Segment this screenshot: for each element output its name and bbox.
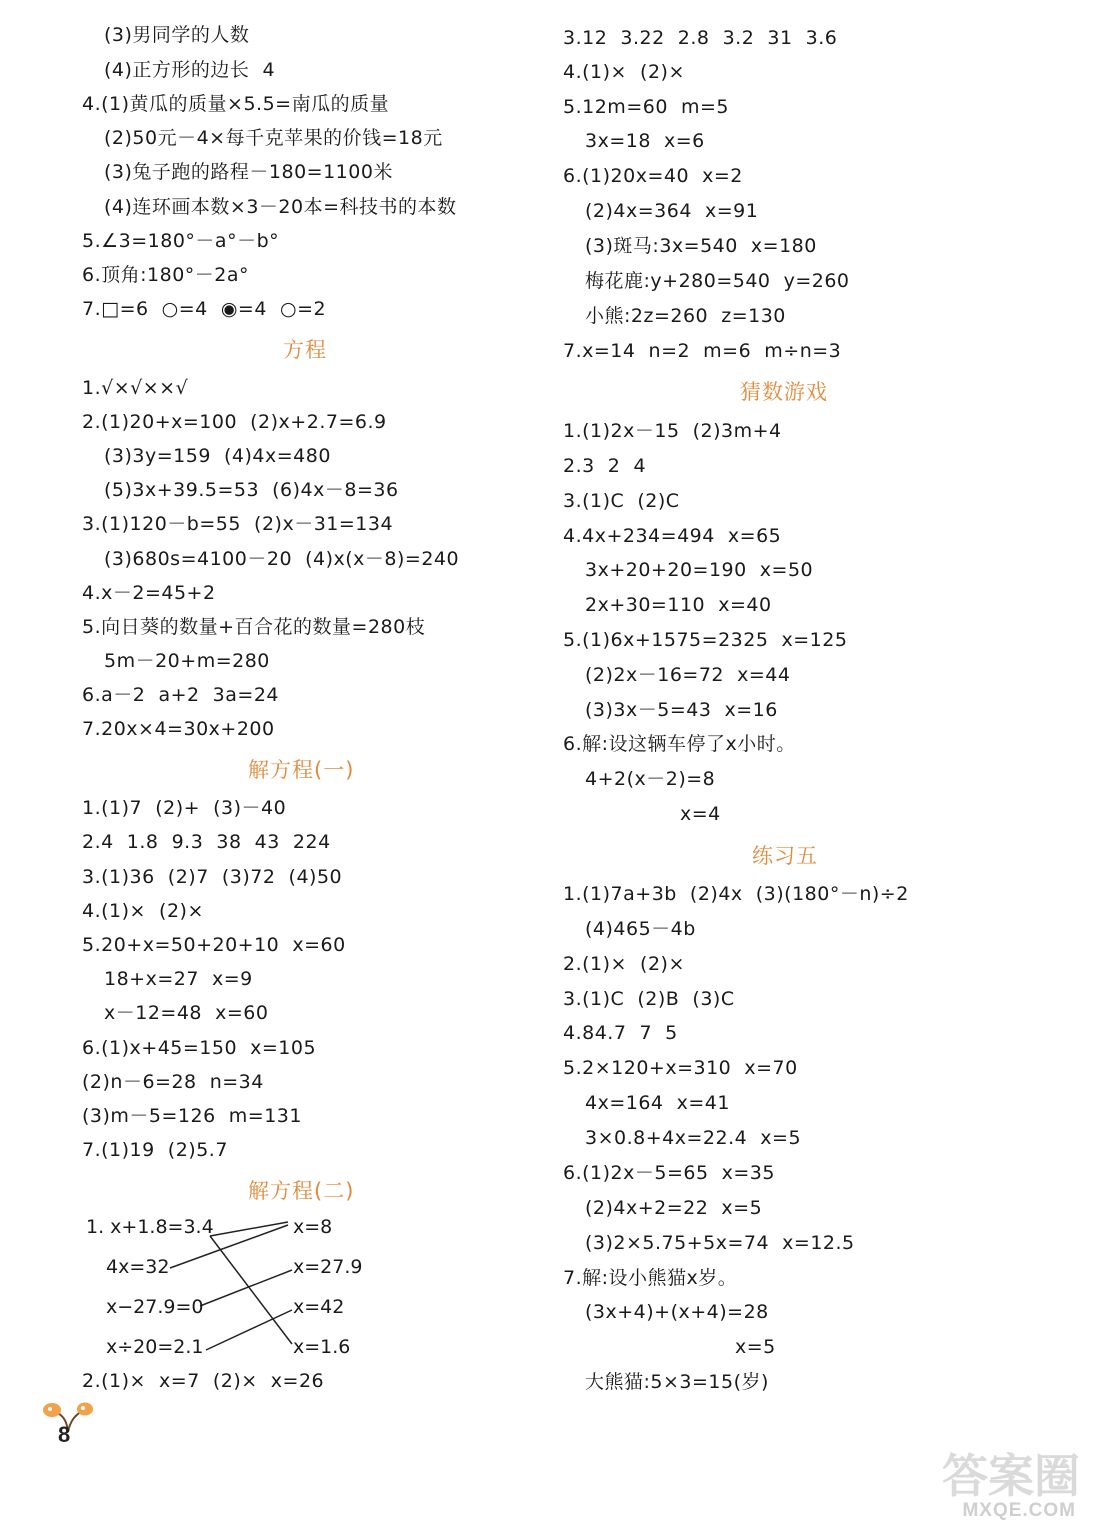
answer-line: (3)m－5=126 m=131 xyxy=(82,1105,302,1127)
answer-line: (3)2×5.75+5x=74 x=12.5 xyxy=(585,1232,855,1254)
answer-line: 6.a－2 a+2 3a=24 xyxy=(82,684,279,706)
answer-line: 4.(1)× (2)× xyxy=(563,61,685,83)
answer-line: (2)4x+2=22 x=5 xyxy=(585,1197,763,1219)
answer-line: 3×0.8+4x=22.4 x=5 xyxy=(585,1127,802,1149)
answer-line: 6.解:设这辆车停了x小时。 xyxy=(563,733,796,755)
answer-line: (2)4x=364 x=91 xyxy=(585,200,759,222)
answer-line: 4.x－2=45+2 xyxy=(82,582,216,604)
watermark-url: MXQE.COM xyxy=(962,1500,1076,1521)
answer-line: 7.x=14 n=2 m=6 m÷n=3 xyxy=(563,340,842,362)
answer-line: 5.20+x=50+20+10 x=60 xyxy=(82,934,346,956)
answer-line: (4)连环画本数×3－20本=科技书的本数 xyxy=(104,196,457,218)
answer-line: (3)3x－5=43 x=16 xyxy=(585,699,778,721)
answer-line: 5.向日葵的数量+百合花的数量=280枝 xyxy=(82,616,426,638)
answer-line: 5m－20+m=280 xyxy=(104,650,270,672)
answer-line: 小熊:2z=260 z=130 xyxy=(585,305,786,327)
answer-line: 7.解:设小熊猫x岁。 xyxy=(563,1267,738,1289)
answer-line: 2.(1)× x=7 (2)× x=26 xyxy=(82,1370,325,1392)
answer-line: (2)2x－16=72 x=44 xyxy=(585,664,791,686)
watermark xyxy=(920,1440,1090,1530)
answer-line: (3x+4)+(x+4)=28 xyxy=(585,1301,769,1323)
answer-line: (2)50元－4×每千克苹果的价钱=18元 xyxy=(104,127,443,149)
answer-line: (3)斑马:3x=540 x=180 xyxy=(585,235,817,257)
answer-line: (3)兔子跑的路程－180=1100米 xyxy=(104,161,393,183)
match-right-item: x=8 xyxy=(293,1216,333,1238)
section-title-fangcheng: 方程 xyxy=(283,338,327,362)
answer-line: 3.(1)36 (2)7 (3)72 (4)50 xyxy=(82,866,343,888)
match-right-item: x=42 xyxy=(293,1296,345,1318)
answer-line: 3.(1)120－b=55 (2)x－31=134 xyxy=(82,513,394,535)
answer-line: 1.√×√××√ xyxy=(82,377,189,399)
answer-line: 2.(1)× (2)× xyxy=(563,953,685,975)
answer-line: 7.20x×4=30x+200 xyxy=(82,718,275,740)
answer-line: (4)465－4b xyxy=(585,918,696,940)
answer-line: 4.(1)黄瓜的质量×5.5=南瓜的质量 xyxy=(82,93,390,115)
answer-line: (3)680s=4100－20 (4)x(x－8)=240 xyxy=(104,548,460,570)
answer-line: 大熊猫:5×3=15(岁) xyxy=(585,1371,769,1393)
watermark-logo-text: 答案圈 xyxy=(942,1449,1080,1503)
answer-line: 3.12 3.22 2.8 3.2 31 3.6 xyxy=(563,27,838,49)
answer-line: 2.3 2 4 xyxy=(563,455,647,477)
answer-line: (4)正方形的边长 4 xyxy=(104,59,276,81)
answer-line: x－12=48 x=60 xyxy=(104,1002,269,1024)
answer-line: 4.84.7 7 5 xyxy=(563,1022,678,1044)
answer-line: (2)n－6=28 n=34 xyxy=(82,1071,264,1093)
answer-line: (3)3y=159 (4)4x=480 xyxy=(104,445,331,467)
section-title-jie2: 解方程(二) xyxy=(248,1179,355,1203)
answer-line: 2x+30=110 x=40 xyxy=(585,594,772,616)
section-title-caishu: 猜数游戏 xyxy=(740,380,828,404)
match-line xyxy=(210,1236,292,1344)
answer-line: 2.(1)20+x=100 (2)x+2.7=6.9 xyxy=(82,411,387,433)
answer-line: 1.(1)7 (2)+ (3)－40 xyxy=(82,797,287,819)
answer-line: 5.(1)6x+1575=2325 x=125 xyxy=(563,629,848,651)
answer-line: 6.(1)2x－5=65 x=35 xyxy=(563,1162,775,1184)
match-right-item: x=27.9 xyxy=(293,1256,363,1278)
answer-line: 7.□=6 ○=4 ◉=4 ○=2 xyxy=(82,298,327,320)
answer-line: 5.2×120+x=310 x=70 xyxy=(563,1057,798,1079)
answer-line: 1.(1)2x－15 (2)3m+4 xyxy=(563,420,782,442)
section-title-lianxi5: 练习五 xyxy=(752,844,818,868)
answer-line: 5.∠3=180°－a°－b° xyxy=(82,230,280,252)
answer-line: (3)男同学的人数 xyxy=(104,24,250,46)
match-right-item: x=1.6 xyxy=(293,1336,351,1358)
match-left-item: x÷20=2.1 xyxy=(106,1336,204,1358)
answer-line: 4x=164 x=41 xyxy=(585,1092,730,1114)
answer-line: 18+x=27 x=9 xyxy=(104,968,253,990)
answer-line: 2.4 1.8 9.3 38 43 224 xyxy=(82,831,331,853)
match-left-item: 1. x+1.8=3.4 xyxy=(86,1216,214,1238)
answer-line: 梅花鹿:y+280=540 y=260 xyxy=(585,270,850,292)
section-title-jie1: 解方程(一) xyxy=(248,758,355,782)
answer-line: 3.(1)C (2)B (3)C xyxy=(563,988,735,1010)
answer-line: 3x=18 x=6 xyxy=(585,130,705,152)
answer-line: 6.(1)20x=40 x=2 xyxy=(563,165,743,187)
answer-line: 4+2(x－2)=8 xyxy=(585,768,716,790)
answer-line: 7.(1)19 (2)5.7 xyxy=(82,1139,228,1161)
match-line xyxy=(200,1270,292,1306)
match-left-item: x−27.9=0 xyxy=(106,1296,204,1318)
answer-line: 1.(1)7a+3b (2)4x (3)(180°－n)÷2 xyxy=(563,883,909,905)
page-number: 8 xyxy=(58,1422,71,1447)
answer-line: x=5 xyxy=(735,1336,776,1358)
answer-line: 5.12m=60 m=5 xyxy=(563,96,730,118)
match-left-item: 4x=32 xyxy=(106,1256,170,1278)
answer-line: 6.(1)x+45=150 x=105 xyxy=(82,1037,317,1059)
answer-line: 3.(1)C (2)C xyxy=(563,490,680,512)
match-line xyxy=(206,1310,292,1350)
answer-line: 3x+20+20=190 x=50 xyxy=(585,559,814,581)
answer-line: x=4 xyxy=(680,803,721,825)
answer-line: 6.顶角:180°－2a° xyxy=(82,264,250,286)
answer-line: 4.4x+234=494 x=65 xyxy=(563,525,782,547)
answer-line: 4.(1)× (2)× xyxy=(82,900,204,922)
answer-line: (5)3x+39.5=53 (6)4x－8=36 xyxy=(104,479,399,501)
